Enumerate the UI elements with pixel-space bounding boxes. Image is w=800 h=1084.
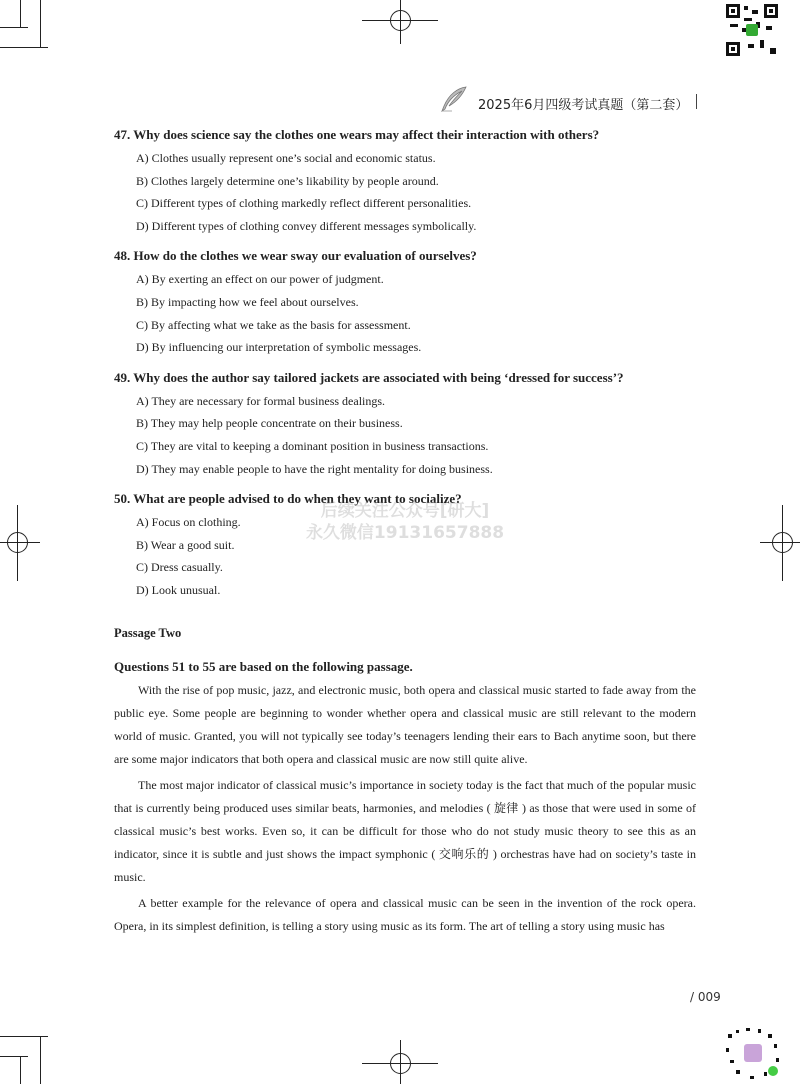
watermark-line: 永久微信19131657888 <box>305 523 505 543</box>
passage-instruction: Questions 51 to 55 are based on the following passage. <box>114 658 413 674</box>
option-c: C) They are vital to keeping a dominant position in business transactions. <box>136 438 489 453</box>
page-header <box>440 86 700 116</box>
passage-paragraph: With the rise of pop music, jazz, and electronic music, both opera and classical music started to fade away from the public eye. Some people are beginning to wonder whether opera and classical music are still relevant to the modern world of music. Granted, you will not typically see today’s teenagers lending their ears to Bach anytime soon, but there are some major indicators that both opera and classical music are now still quite alive. <box>114 682 696 766</box>
option-list <box>136 268 696 358</box>
question-47 <box>114 126 696 237</box>
option-a: A) By exerting an effect on our power of judgment. <box>136 272 384 287</box>
option-a: A) Clothes usually represent one’s social and economic status. <box>136 151 436 165</box>
header-title: 2025年6月四级考试真题（第二套） <box>478 98 689 113</box>
option-d: D) Different types of clothing convey different messages symbolically. <box>136 218 477 233</box>
passage-paragraph: The most major indicator of classical music’s importance in society today is the fact that much of the popular music that is currently being produced uses similar beats, harmonies, and melodies ( 旋律 ) as those that were used in some of classical music’s best works. Even so, it can be difficult for those who do not study music theory to see this as an indicator, since it is subtle and just shows the impact symphonic ( 交响乐的 ) orchestras have had on society’s taste in music. <box>114 777 696 884</box>
option-a: A) Focus on clothing. <box>136 515 241 530</box>
question-title: 50. What are people advised to do when they want to socialize? <box>114 491 462 507</box>
question-title: 49. Why does the author say tailored jackets are associated with being ‘dressed for success’? <box>114 369 624 385</box>
option-list <box>136 147 696 237</box>
watermark-line: 后续关注公众号[研大] <box>320 501 490 521</box>
passage-paragraph: A better example for the relevance of opera and classical music can be seen in the invention of the rock opera. Opera, in its simplest definition, is telling a story using music as its form. The art of telling a story using music has <box>114 895 696 933</box>
option-b: B) Clothes largely determine one’s likability by people around. <box>136 173 439 188</box>
quill-pen-icon <box>440 86 468 112</box>
question-48 <box>114 247 696 358</box>
qr-code-top-icon <box>726 4 778 56</box>
page-number: / 009 <box>690 990 721 1004</box>
option-d: D) They may enable people to have the right mentality for doing business. <box>136 461 493 476</box>
qr-code-bottom-icon <box>724 1026 782 1082</box>
option-b: B) They may help people concentrate on their business. <box>136 416 403 431</box>
option-b: B) Wear a good suit. <box>136 537 235 552</box>
option-c: C) Different types of clothing markedly reflect different personalities. <box>136 196 472 211</box>
passage-label: Passage Two <box>114 625 182 640</box>
header-divider <box>696 94 697 109</box>
option-d: D) Look unusual. <box>136 582 221 597</box>
option-b: B) By impacting how we feel about ourselves. <box>136 294 359 309</box>
option-c: C) By affecting what we take as the basis for assessment. <box>136 317 411 332</box>
option-c: C) Dress casually. <box>136 560 223 575</box>
question-49 <box>114 369 696 480</box>
watermark <box>300 500 510 544</box>
option-list <box>136 390 696 480</box>
option-d: D) By influencing our interpretation of symbolic messages. <box>136 340 422 355</box>
question-title: 47. Why does science say the clothes one wears may affect their interaction with others? <box>114 127 600 142</box>
question-title: 48. How do the clothes we wear sway our evaluation of ourselves? <box>114 248 477 264</box>
option-a: A) They are necessary for formal business dealings. <box>136 393 386 408</box>
